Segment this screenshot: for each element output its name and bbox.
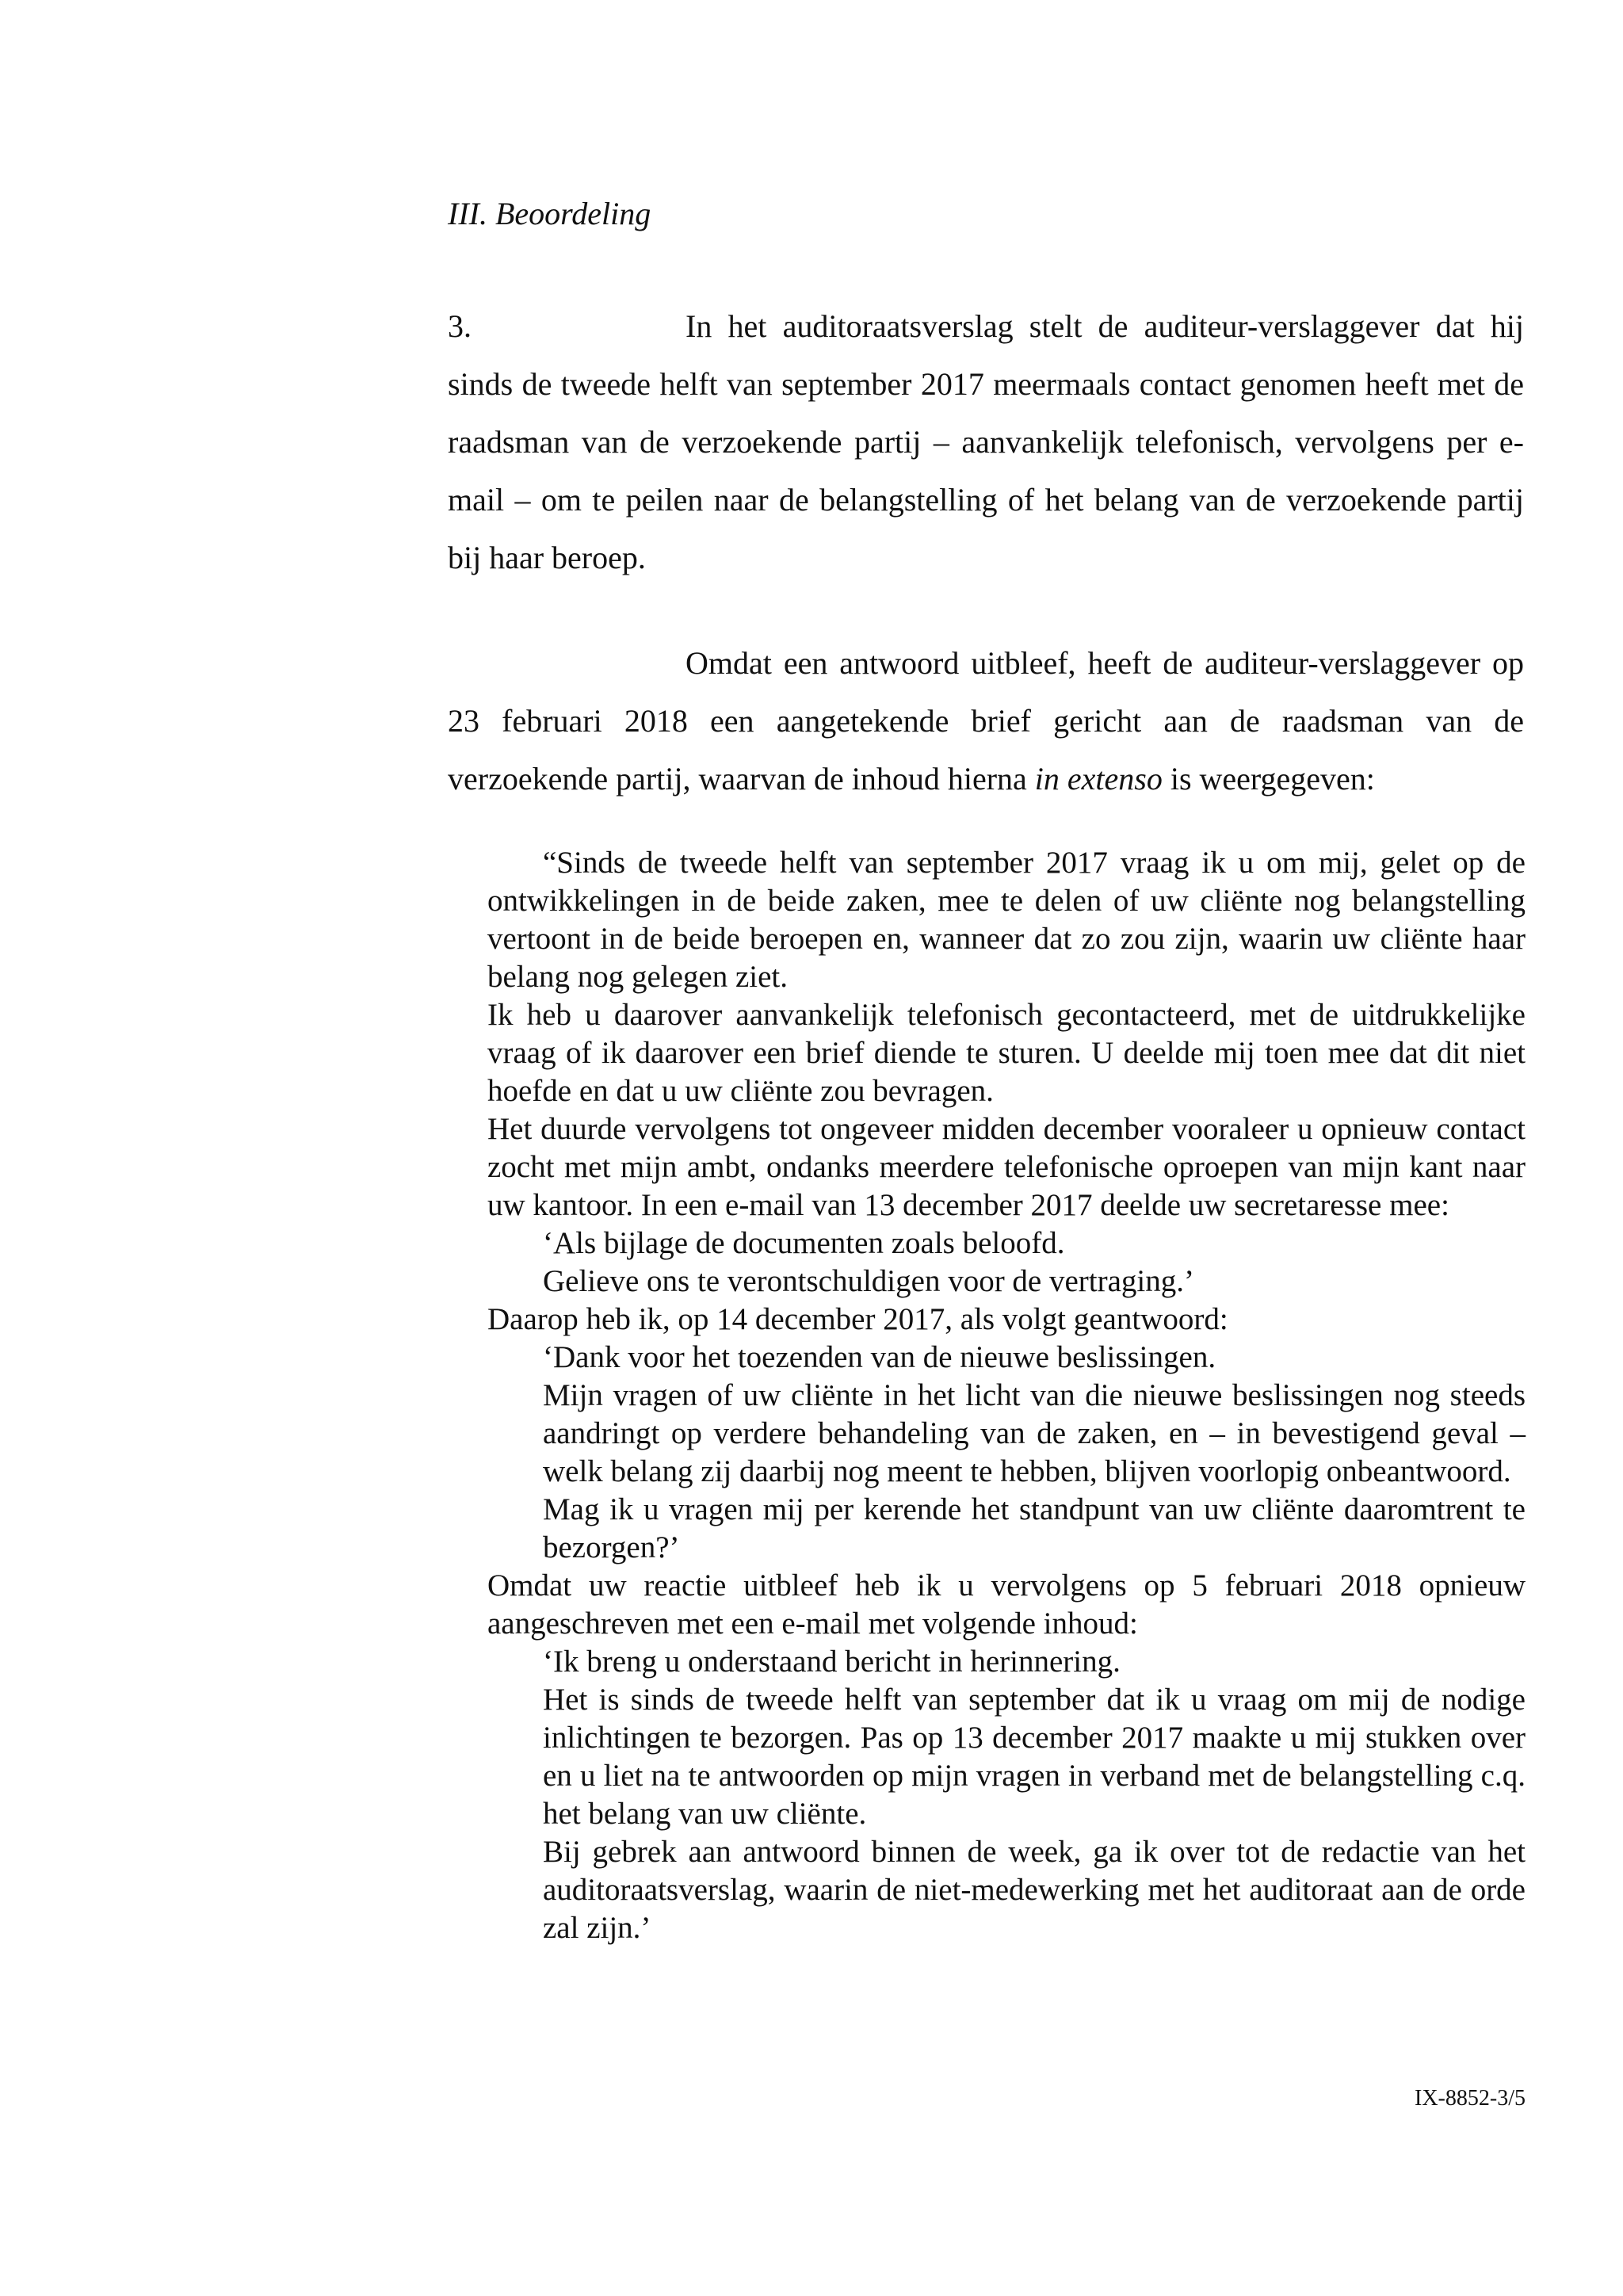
quoted-letter	[487, 844, 1526, 1947]
quote-paragraph: Omdat uw reactie uitbleef heb ik u vervolgens op 5 februari 2018 opnieuw aangeschreven met een e-mail met volgende inhoud:	[487, 1568, 1526, 1641]
paragraph-omdat	[448, 634, 1524, 808]
quote-sub-paragraph: ‘Als bijlage de documenten zoals beloofd.	[543, 1226, 1065, 1260]
paragraph-3-text: In het auditoraatsverslag stelt de auditeur-verslaggever dat hij sinds de tweede helft van september 2017 meermaals contact genomen heeft met de raadsman van de verzoekende partij – aanvankelijk telefonisch, vervolgens per e-mail – om te peilen naar de belangstelling of het belang van de verzoekende partij bij haar beroep.	[448, 308, 1524, 575]
quote-sub-paragraph: Het is sinds de tweede helft van september dat ik u vraag om mij de nodige inlichtingen te bezorgen. Pas op 13 december 2017 maakte u mij stukken over en u liet na te antwoorden op mijn vragen in verband met de belangstelling c.q. het belang van uw cliënte.	[543, 1683, 1526, 1831]
section-heading: III. Beoordeling	[448, 196, 651, 231]
quote-sub-paragraph: ‘Dank voor het toezenden van de nieuwe beslissingen.	[543, 1340, 1216, 1374]
quote-paragraph: Het duurde vervolgens tot ongeveer midden december vooraleer u opnieuw contact zocht met mijn ambt, ondanks meerdere telefonische oproepen van mijn kant naar uw kantoor. In een e-mail van 13 december 2017 deelde uw secretaresse mee:	[487, 1112, 1526, 1222]
quote-sub-paragraph: Bij gebrek aan antwoord binnen de week, ga ik over tot de redactie van het auditoraatsverslag, waarin de niet-medewerking met het auditoraat aan de orde zal zijn.’	[543, 1835, 1526, 1945]
paragraph-omdat-text-2: is weergegeven:	[1162, 761, 1375, 797]
quote-sub-paragraph: Mag ik u vragen mij per kerende het standpunt van uw cliënte daaromtrent te bezorgen?’	[543, 1492, 1526, 1564]
paragraph-number: 3.	[448, 308, 472, 344]
quote-paragraph: Ik heb u daarover aanvankelijk telefonisch gecontacteerd, met de uitdrukkelijke vraag of ik daarover een brief diende te sturen. U deelde mij toen mee dat dit niet hoefde en dat u uw cliënte zou bevragen.	[487, 998, 1526, 1108]
quote-paragraph: “Sinds de tweede helft van september 2017 vraag ik u om mij, gelet op de ontwikkelingen in de beide zaken, mee te delen of uw cliënte nog belangstelling vertoont in de beide beroepen en, wanneer dat zo zou zijn, waarin uw cliënte haar belang nog gelegen ziet.	[487, 846, 1526, 994]
quote-paragraph: Daarop heb ik, op 14 december 2017, als volgt geantwoord:	[487, 1302, 1228, 1336]
quote-sub-paragraph: ‘Ik breng u onderstaand bericht in herinnering.	[543, 1645, 1121, 1679]
paragraph-omdat-italic: in extenso	[1034, 761, 1163, 797]
paragraph-3	[448, 297, 1524, 586]
paragraph-omdat-text-1: Omdat een antwoord uitbleef, heeft de auditeur-verslaggever op 23 februari 2018 een aangetekende brief gericht aan de raadsman van de verzoekende partij, waarvan de inhoud hierna	[448, 645, 1524, 797]
document-reference: IX-8852-3/5	[1415, 2086, 1526, 2111]
quote-sub-paragraph: Mijn vragen of uw cliënte in het licht van die nieuwe beslissingen nog steeds aandringt op verdere behandeling van de zaken, en – in bevestigend geval – welk belang zij daarbij nog meent te hebben, blijven voorlopig onbeantwoord.	[543, 1378, 1526, 1488]
quote-sub-paragraph: Gelieve ons te verontschuldigen voor de vertraging.’	[543, 1264, 1194, 1298]
